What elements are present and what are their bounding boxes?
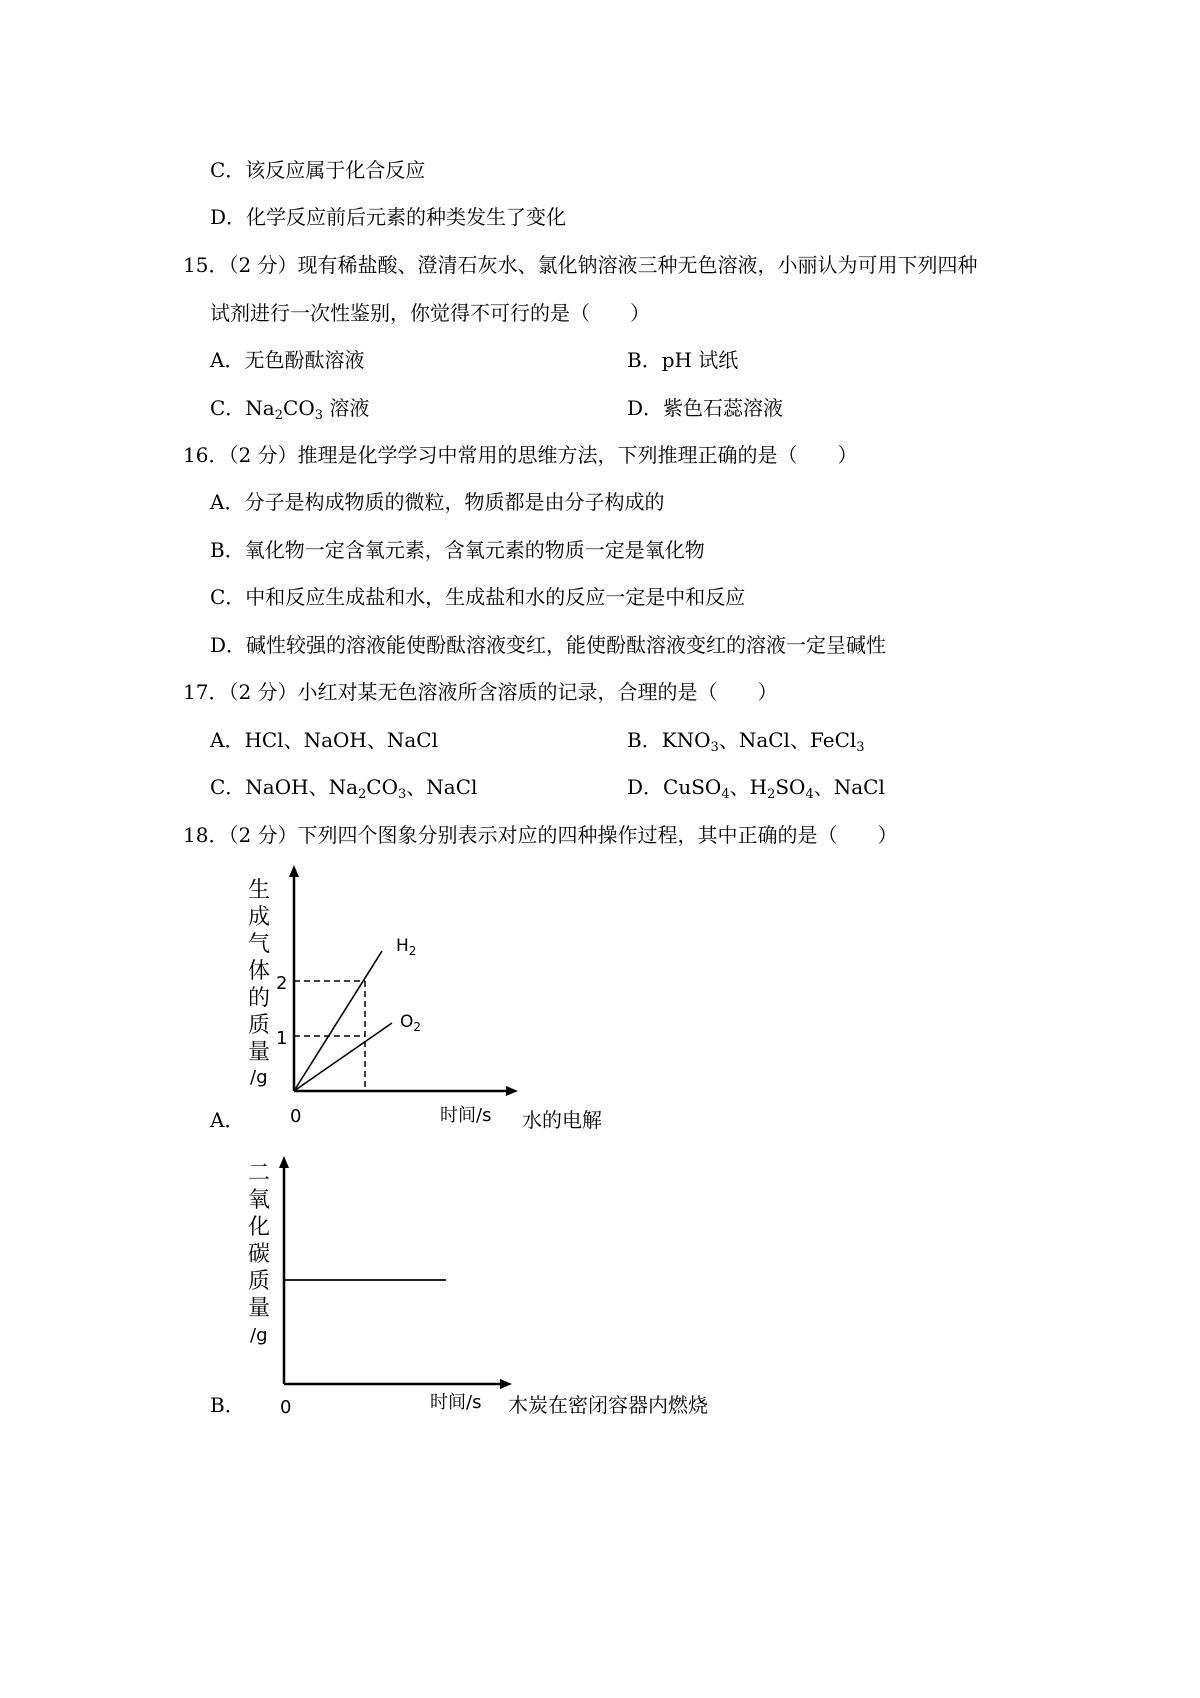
- series-o2-line: [294, 1023, 392, 1091]
- y-label-char-5: 的: [248, 986, 271, 1011]
- q15-option-c-suffix: 溶液: [323, 396, 370, 420]
- q17-option-b: [627, 728, 865, 755]
- y-axis-label: [248, 878, 270, 1088]
- subscript: 3: [710, 740, 719, 755]
- q17-option-c-suffix: 、NaCl: [406, 775, 478, 799]
- subscript: 4: [721, 787, 730, 802]
- series-o2-label: $O_2$: [400, 1012, 422, 1034]
- series-h2-line: [294, 951, 382, 1091]
- y-label-char-1: 生: [248, 878, 271, 903]
- q16-option-c: C．中和反应生成盐和水，生成盐和水的反应一定是中和反应: [210, 585, 746, 609]
- y-label-char-4: 体: [248, 959, 271, 984]
- q15-option-b: B．pH 试纸: [627, 348, 739, 372]
- q17-option-c-prefix: C．NaOH、Na: [210, 775, 358, 799]
- q16-option-b: B．氧化物一定含氧元素，含氧元素的物质一定是氧化物: [210, 538, 705, 562]
- y-axis-label: [248, 1161, 270, 1346]
- subscript: 2: [767, 787, 776, 802]
- q17-stem: 17．（2 分）小红对某无色溶液所含溶质的记录，合理的是（ ）: [183, 680, 778, 704]
- origin-label: 0: [280, 1397, 292, 1418]
- chart-electrolysis: [240, 865, 530, 1135]
- series-h2-label: $H_2$: [396, 936, 417, 958]
- y-label-char-1: 二: [248, 1161, 271, 1186]
- q18-option-b-label: B．: [210, 1393, 245, 1417]
- q17-option-c-mid: CO: [366, 775, 398, 799]
- q15-option-a: A．无色酚酞溶液: [210, 348, 365, 372]
- q17-option-b-prefix: B．KNO: [627, 728, 711, 752]
- y-axis-arrow: [289, 865, 299, 877]
- y-tick-2: 2: [276, 973, 288, 994]
- q16-option-d: D．碱性较强的溶液能使酚酞溶液变红，能使酚酞溶液变红的溶液一定呈碱性: [210, 633, 887, 657]
- q16-stem: 16．（2 分）推理是化学学习中常用的思维方法，下列推理正确的是（ ）: [183, 443, 858, 467]
- x-axis-label: 时间/s: [430, 1392, 482, 1413]
- subscript: 2: [274, 408, 284, 423]
- y-label-char-4: 碳: [248, 1242, 271, 1267]
- q15-option-c-mid: CO: [283, 396, 315, 420]
- q17-option-d-mid1: 、H: [729, 775, 768, 799]
- q17-option-d-prefix: D．CuSO: [627, 775, 722, 799]
- q18-option-b-caption: 木炭在密闭容器内燃烧: [508, 1393, 708, 1417]
- x-axis-arrow: [500, 1379, 512, 1389]
- y-label-char-3: 化: [248, 1215, 271, 1240]
- q16-option-a: A．分子是构成物质的微粒，物质都是由分子构成的: [210, 490, 665, 514]
- subscript: 3: [856, 740, 865, 755]
- chart-co2-combustion: [240, 1152, 520, 1422]
- q17-option-d-mid2: SO: [775, 775, 806, 799]
- x-axis-label: 时间/s: [440, 1105, 492, 1126]
- q17-option-d-suffix: 、NaCl: [813, 775, 885, 799]
- q14-option-d: D．化学反应前后元素的种类发生了变化: [210, 205, 567, 229]
- q18-option-a-label: A．: [210, 1108, 245, 1132]
- q15-option-c: [210, 396, 370, 423]
- q17-option-a: A．HCl、NaOH、NaCl: [210, 728, 438, 752]
- x-axis-arrow: [506, 1086, 518, 1096]
- y-label-char-8: /g: [250, 1067, 268, 1088]
- subscript: 3: [314, 408, 323, 423]
- y-tick-1: 1: [276, 1028, 288, 1049]
- subscript: 3: [397, 787, 407, 802]
- q15-stem-line1: 15．（2 分）现有稀盐酸、澄清石灰水、氯化钠溶液三种无色溶液，小丽认为可用下列四种: [183, 253, 978, 277]
- q18-option-a-caption: 水的电解: [522, 1108, 602, 1132]
- y-label-char-7: /g: [250, 1325, 268, 1346]
- q18-stem: 18．（2 分）下列四个图象分别表示对应的四种操作过程，其中正确的是（ ）: [183, 823, 898, 847]
- y-label-char-2: 成: [248, 905, 271, 930]
- q14-option-c: C．该反应属于化合反应: [210, 158, 426, 182]
- y-axis-arrow: [279, 1156, 289, 1168]
- y-label-char-6: 量: [248, 1296, 271, 1321]
- q17-option-c: [210, 775, 478, 802]
- q15-option-d: D．紫色石蕊溶液: [627, 396, 784, 420]
- q15-option-c-prefix: C．Na: [210, 396, 275, 420]
- subscript: 4: [805, 787, 814, 802]
- y-label-char-7: 量: [248, 1040, 271, 1065]
- y-label-char-6: 质: [248, 1013, 271, 1038]
- y-label-char-5: 质: [248, 1269, 271, 1294]
- y-label-char-2: 氧: [248, 1188, 271, 1213]
- subscript: 2: [358, 787, 367, 802]
- y-label-char-3: 气: [248, 932, 271, 957]
- q17-option-b-mid: 、NaCl、FeCl: [718, 728, 857, 752]
- origin-label: 0: [290, 1106, 302, 1127]
- q17-option-d: [627, 775, 885, 802]
- q15-stem-line2: 试剂进行一次性鉴别，你觉得不可行的是（ ）: [210, 301, 650, 325]
